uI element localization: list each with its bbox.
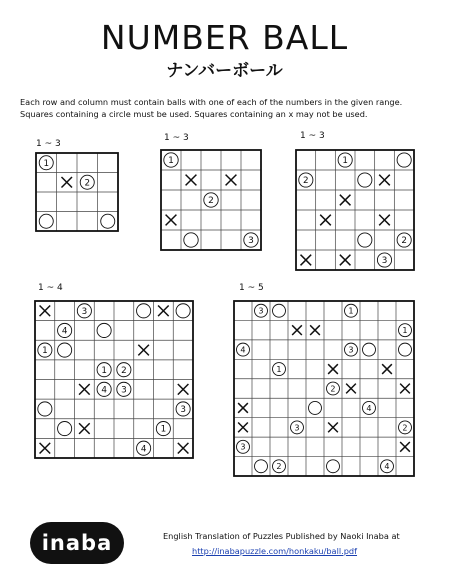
puzzle-4-grid (35, 301, 193, 458)
empty-ball (184, 233, 198, 247)
empty-ball (137, 304, 151, 318)
svg-text:1: 1 (42, 346, 48, 357)
svg-text:4: 4 (140, 444, 147, 455)
inaba-logo (30, 522, 124, 564)
number-ball (363, 401, 376, 414)
number-ball (345, 343, 358, 356)
cross-mark (379, 175, 390, 186)
empty-ball (38, 402, 52, 416)
number-ball (399, 324, 412, 337)
number-ball (38, 343, 52, 357)
inaba-logo-text: inaba (41, 531, 113, 555)
number-ball (273, 460, 286, 473)
svg-text:1: 1 (160, 424, 167, 435)
rules-text: Each row and column must contain balls with one of each of the numbers in the given range. Squares containing a circle must be used. Squares containing an x may not be used. (20, 97, 403, 119)
cross-mark (301, 255, 312, 266)
svg-text:2: 2 (276, 461, 282, 472)
empty-ball (58, 421, 72, 435)
svg-text:1: 1 (342, 156, 348, 167)
puzzle-2-range: 1 ~ 3 (164, 133, 189, 143)
page-subtitle: ナンバーボール (166, 61, 283, 81)
cross-mark (310, 325, 320, 335)
puzzle-5-grid (234, 301, 414, 476)
svg-text:1: 1 (348, 305, 354, 316)
number-ball (137, 441, 151, 455)
number-ball (176, 402, 190, 416)
number-ball (39, 156, 53, 170)
number-ball (156, 421, 170, 435)
svg-text:1: 1 (276, 363, 282, 374)
svg-text:4: 4 (240, 344, 246, 355)
puzzle-1-range: 1 ~ 3 (36, 139, 61, 149)
svg-text:1: 1 (43, 158, 50, 169)
svg-text:4: 4 (61, 326, 68, 337)
svg-text:1: 1 (168, 156, 174, 167)
puzzle-1-grid (36, 153, 118, 231)
number-ball (97, 382, 111, 396)
svg-text:3: 3 (248, 236, 254, 247)
cross-mark (340, 255, 351, 266)
cross-mark (40, 443, 51, 454)
cross-mark (166, 215, 177, 226)
empty-ball (39, 214, 53, 228)
empty-ball (101, 214, 115, 228)
number-ball (164, 153, 178, 167)
svg-text:2: 2 (402, 422, 408, 433)
source-link[interactable]: http://inabapuzzle.com/honkaku/ball.pdf (192, 546, 358, 556)
empty-ball (58, 343, 72, 357)
number-ball (97, 363, 111, 377)
empty-ball (358, 173, 372, 187)
cross-mark (400, 442, 410, 452)
number-ball (377, 253, 391, 267)
empty-ball (309, 401, 322, 414)
puzzle-3-range: 1 ~ 3 (300, 131, 325, 141)
puzzle-4-range: 1 ~ 4 (38, 283, 63, 293)
number-ball (273, 363, 286, 376)
svg-text:3: 3 (348, 344, 354, 355)
number-ball (397, 233, 411, 247)
empty-ball (363, 343, 376, 356)
empty-ball (399, 343, 412, 356)
cross-mark (79, 384, 90, 395)
cross-mark (346, 384, 356, 394)
cross-mark (320, 215, 331, 226)
svg-text:4: 4 (366, 402, 372, 413)
credit-text: English Translation of Puzzles Published by Naoki Inaba at (163, 531, 400, 541)
cross-mark (178, 443, 189, 454)
number-ball (255, 304, 268, 317)
number-ball (327, 382, 340, 395)
number-ball (237, 343, 250, 356)
number-ball (58, 323, 72, 337)
puzzle-3-grid (296, 150, 414, 270)
number-ball (399, 421, 412, 434)
cross-mark (61, 177, 72, 188)
cross-mark (186, 175, 197, 186)
cross-mark (238, 403, 248, 413)
svg-text:2: 2 (84, 178, 91, 189)
empty-ball (176, 304, 190, 318)
number-ball (117, 363, 131, 377)
number-ball (345, 304, 358, 317)
number-ball (299, 173, 313, 187)
svg-text:1: 1 (402, 325, 408, 336)
number-ball (381, 460, 394, 473)
number-ball (80, 175, 94, 189)
puzzle-5-range: 1 ~ 5 (239, 283, 264, 293)
number-ball (338, 153, 352, 167)
cross-mark (40, 306, 51, 317)
cross-mark (340, 195, 351, 206)
cross-mark (178, 384, 189, 395)
svg-text:2: 2 (401, 236, 407, 247)
empty-ball (397, 153, 411, 167)
svg-text:2: 2 (121, 365, 127, 376)
svg-text:3: 3 (180, 405, 186, 416)
cross-mark (79, 423, 90, 434)
empty-ball (273, 304, 286, 317)
number-ball (237, 440, 250, 453)
number-ball (117, 382, 131, 396)
svg-text:3: 3 (381, 256, 388, 267)
cross-mark (379, 215, 390, 226)
svg-text:3: 3 (81, 306, 88, 317)
cross-mark (138, 345, 149, 356)
cross-mark (158, 306, 169, 317)
number-ball (244, 233, 258, 247)
svg-text:1: 1 (101, 365, 107, 376)
cross-mark (382, 364, 392, 374)
svg-text:3: 3 (240, 441, 246, 452)
svg-text:2: 2 (208, 196, 214, 207)
empty-ball (97, 323, 111, 337)
cross-mark (238, 423, 248, 433)
svg-text:3: 3 (294, 422, 300, 433)
svg-text:4: 4 (384, 461, 390, 472)
cross-mark (292, 325, 302, 335)
cross-mark (400, 384, 410, 394)
page-title: NUMBER BALL (100, 18, 349, 57)
number-ball (291, 421, 304, 434)
empty-ball (255, 460, 268, 473)
svg-text:4: 4 (101, 385, 107, 396)
empty-ball (358, 233, 372, 247)
cross-mark (328, 423, 338, 433)
cross-mark (226, 175, 237, 186)
svg-text:2: 2 (330, 383, 336, 394)
empty-ball (327, 460, 340, 473)
svg-text:2: 2 (303, 176, 309, 187)
cross-mark (328, 364, 338, 374)
svg-text:3: 3 (121, 385, 127, 396)
number-ball (204, 193, 218, 207)
number-ball (77, 304, 91, 318)
puzzle-2-grid (161, 150, 261, 250)
svg-text:3: 3 (258, 305, 264, 316)
